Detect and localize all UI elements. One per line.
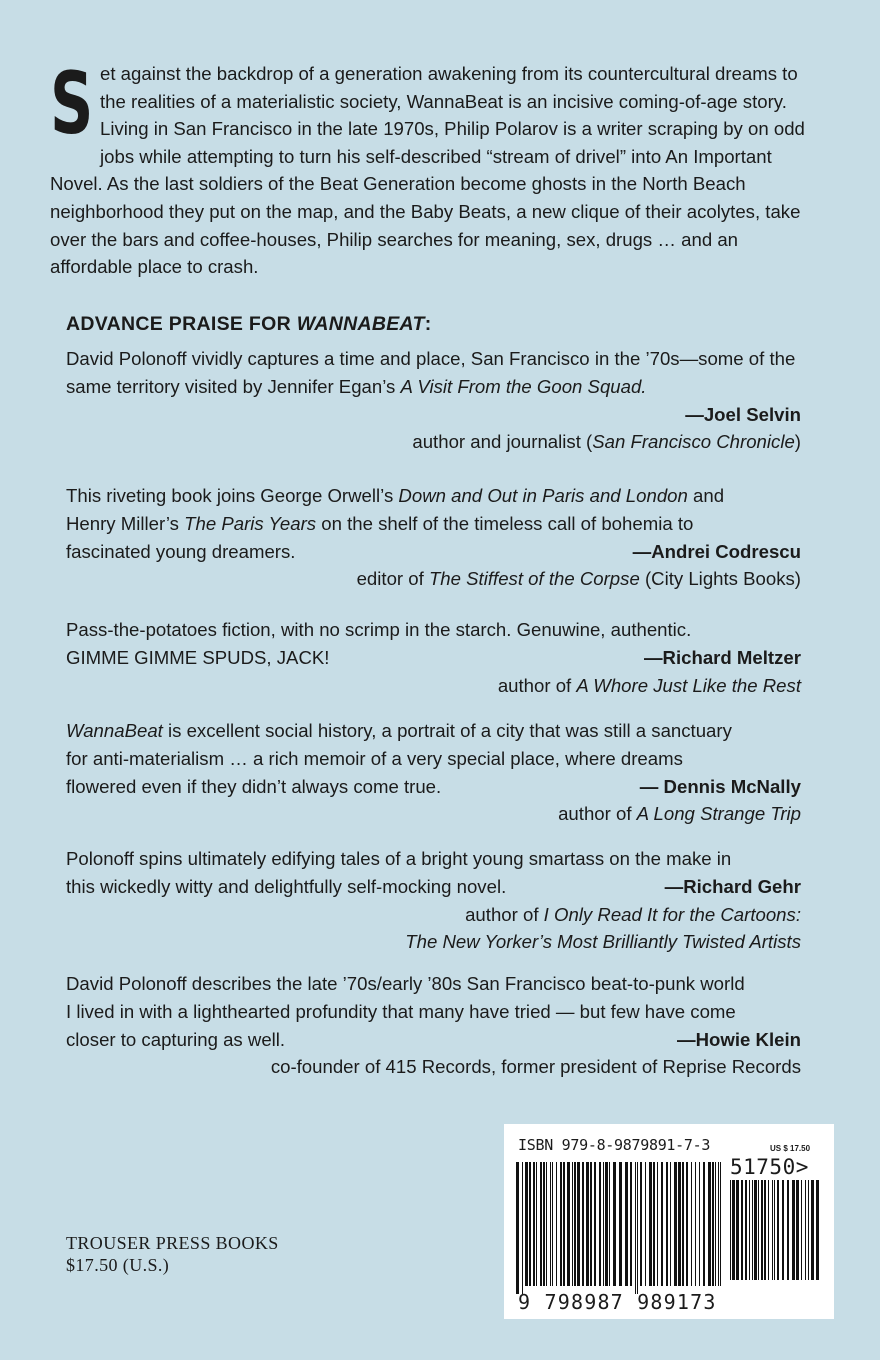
- barcode-bar: [567, 1162, 570, 1286]
- barcode-bar: [625, 1162, 628, 1286]
- barcode-bar: [736, 1180, 739, 1280]
- barcode-bar: [540, 1162, 542, 1286]
- barcode-bar: [550, 1162, 551, 1286]
- quote-line: [66, 482, 801, 510]
- barcode-bar: [808, 1180, 809, 1280]
- credit-title: The New Yorker’s Most Brilliantly Twisted Artists: [405, 931, 801, 953]
- barcode-bar: [661, 1162, 663, 1286]
- praise-quote-klein: [66, 970, 801, 1081]
- barcode-bar: [635, 1162, 636, 1294]
- quote-author: —Joel Selvin: [685, 403, 801, 425]
- barcode-bar: [516, 1162, 519, 1294]
- barcode-bar: [572, 1162, 573, 1286]
- barcode-bar: [720, 1162, 721, 1286]
- barcode-bar: [574, 1162, 576, 1286]
- quote-text: [66, 345, 801, 401]
- praise-heading: [66, 313, 432, 336]
- barcode-bar: [758, 1180, 759, 1280]
- quote-book-title: The Paris Years: [184, 512, 317, 534]
- barcode-bar: [582, 1162, 584, 1286]
- quote-line: David Polonoff describes the late ’70s/early ’80s San Francisco beat-to-punk world: [66, 973, 745, 994]
- praise-quote-mcnally: [66, 717, 801, 828]
- barcode-bar: [533, 1162, 535, 1286]
- barcode-bar: [745, 1180, 747, 1280]
- barcode-bar: [682, 1162, 684, 1286]
- praise-quote-meltzer: [66, 616, 801, 699]
- addon-barcode-bars: [730, 1180, 820, 1288]
- book-description: [50, 54, 805, 281]
- quote-book-title: A Visit From the Goon Squad.: [400, 375, 647, 397]
- barcode-bar: [691, 1162, 692, 1286]
- quote-line: [66, 510, 801, 538]
- barcode-bar: [536, 1162, 537, 1286]
- isbn-number: ISBN 979-8-9879891-7-3: [518, 1136, 711, 1154]
- barcode-bar: [556, 1162, 557, 1286]
- barcode-bar: [657, 1162, 658, 1286]
- publisher-price: $17.50 (U.S.): [66, 1255, 170, 1275]
- barcode-bar: [525, 1162, 528, 1286]
- credit-title: San Francisco Chronicle: [592, 431, 795, 453]
- quote-line: [66, 717, 801, 745]
- barcode-bar: [811, 1180, 814, 1280]
- barcode-bar: [718, 1162, 719, 1286]
- publisher-name: TROUSER PRESS BOOKS: [66, 1233, 279, 1253]
- quote-text-part: GIMME GIMME SPUDS, JACK!: [66, 646, 330, 668]
- barcode-bar: [522, 1162, 523, 1294]
- barcode-bar: [774, 1180, 775, 1280]
- barcode-bar: [599, 1162, 601, 1286]
- barcode-bar: [772, 1180, 773, 1280]
- barcode-bar: [708, 1162, 711, 1286]
- barcode-bar: [749, 1180, 750, 1280]
- barcode-bar: [715, 1162, 716, 1286]
- barcode-bar: [754, 1180, 757, 1280]
- quote-text-part: fascinated young dreamers.: [66, 540, 296, 562]
- isbn-barcode: [504, 1124, 834, 1319]
- ean-barcode-bars: [516, 1162, 724, 1294]
- description-text: et against the backdrop of a generation awakening from its countercultural dreams to the realities of a materialistic society, WannaBeat is an incisive coming-of-age story. Living in San Francisco in the late 1970s, Philip Polarov is a writer scraping by on odd jobs while attempting to turn his self-described “stream of drivel” into An Important Novel. As the last soldiers of the Beat Generation become ghosts in the North Beach neighborhood they put on the map, and the Baby Beats, a new clique of their acolytes, take over the bars and coffee-houses, Philip searches for meaning, sex, drugs … and an affordable place to crash.: [50, 63, 805, 278]
- quote-book-title: Down and Out in Paris and London: [398, 485, 688, 506]
- barcode-bar: [805, 1180, 806, 1280]
- barcode-bar: [816, 1180, 819, 1280]
- quote-author: — Dennis McNally: [639, 775, 801, 797]
- barcode-bar: [630, 1162, 632, 1286]
- quote-line: Pass-the-potatoes fiction, with no scrimp in the starch. Genuwine, authentic.: [66, 619, 692, 640]
- barcode-bar: [640, 1162, 642, 1286]
- barcode-bar: [782, 1180, 784, 1280]
- quote-text-part: David Polonoff vividly captures a time and place, San Francisco in the ’70s—some of the same territory visited by Jennifer Egan’s: [66, 348, 796, 397]
- quote-author: —Richard Meltzer: [643, 646, 801, 668]
- quote-credit: [66, 672, 801, 700]
- credit-title: The Stiffest of the Corpse: [428, 568, 640, 590]
- barcode-bar: [801, 1180, 802, 1280]
- quote-book-title: WannaBeat: [66, 720, 163, 741]
- barcode-bar: [732, 1180, 735, 1280]
- barcode-bar: [777, 1180, 779, 1280]
- barcode-bar: [529, 1162, 531, 1286]
- barcode-bar: [590, 1162, 592, 1286]
- barcode-bar: [741, 1180, 743, 1280]
- barcode-bar: [637, 1162, 638, 1294]
- quote-author: —Richard Gehr: [664, 875, 801, 897]
- barcode-bar: [609, 1162, 610, 1286]
- barcode-bar: [670, 1162, 671, 1286]
- credit-part: author and journalist (: [412, 431, 593, 453]
- quote-credit: [66, 901, 801, 929]
- praise-quote-codrescu: [66, 482, 801, 593]
- barcode-bar: [768, 1180, 769, 1280]
- quote-author: —Andrei Codrescu: [632, 540, 801, 562]
- credit-part: author of: [465, 903, 544, 925]
- barcode-bar: [613, 1162, 616, 1286]
- barcode-bar: [761, 1180, 763, 1280]
- credit-part: ): [794, 431, 801, 453]
- barcode-bar: [645, 1162, 646, 1286]
- barcode-bar: [792, 1180, 795, 1280]
- quote-text-part: closer to capturing as well.: [66, 1028, 286, 1050]
- credit-title: I Only Read It for the Cartoons:: [543, 903, 801, 925]
- barcode-bar: [594, 1162, 596, 1286]
- barcode-bar: [787, 1180, 789, 1280]
- quote-text-part: on the shelf of the timeless call of bohemia to: [316, 512, 694, 534]
- quote-last-line: [66, 773, 801, 801]
- quote-last-line: [66, 538, 801, 566]
- quote-line: Polonoff spins ultimately edifying tales of a bright young smartass on the make in: [66, 848, 732, 869]
- praise-quote-gehr: [66, 845, 801, 956]
- barcode-bar: [577, 1162, 580, 1286]
- barcode-bar: [563, 1162, 565, 1286]
- credit-title: A Whore Just Like the Rest: [576, 674, 801, 696]
- credit-part: (City Lights Books): [639, 568, 801, 590]
- barcode-bar: [666, 1162, 668, 1286]
- barcode-bar: [653, 1162, 655, 1286]
- barcode-bar: [619, 1162, 622, 1286]
- quote-text-part: This riveting book joins George Orwell’s: [66, 485, 399, 506]
- barcode-bar: [560, 1162, 562, 1286]
- praise-quote-selvin: [66, 345, 801, 456]
- quote-author: —Howie Klein: [677, 1028, 801, 1050]
- barcode-bar: [686, 1162, 688, 1286]
- barcode-bar: [649, 1162, 652, 1286]
- quote-last-line: [66, 873, 801, 901]
- barcode-bar: [764, 1180, 766, 1280]
- quote-text-part: this wickedly witty and delightfully self-mocking novel.: [66, 875, 507, 897]
- praise-heading-prefix: ADVANCE PRAISE FOR: [66, 313, 297, 335]
- quote-text-part: is excellent social history, a portrait of a city that was still a sanctuary: [162, 720, 732, 741]
- barcode-bar: [603, 1162, 604, 1286]
- barcode-bar: [546, 1162, 547, 1286]
- barcode-bar: [586, 1162, 589, 1286]
- barcode-bar: [730, 1180, 731, 1280]
- price-addon-code: 51750>: [730, 1155, 809, 1179]
- quote-last-line: [66, 644, 801, 672]
- ean-digits: 9 798987 989173: [518, 1290, 717, 1314]
- quote-credit: [66, 800, 801, 828]
- barcode-bar: [678, 1162, 681, 1286]
- quote-text-part: and: [687, 485, 725, 506]
- praise-heading-title: WANNABEAT: [296, 313, 425, 335]
- credit-title: A Long Strange Trip: [636, 803, 801, 825]
- barcode-bar: [703, 1162, 705, 1286]
- credit-part: author of: [558, 803, 637, 825]
- drop-cap: S: [50, 54, 94, 154]
- quote-credit: co-founder of 415 Records, former president of Reprise Records: [270, 1056, 801, 1078]
- barcode-bar: [552, 1162, 553, 1286]
- barcode-price-label: US $ 17.50: [770, 1144, 811, 1153]
- credit-part: author of: [497, 674, 577, 696]
- barcode-bar: [605, 1162, 608, 1286]
- quote-text-part: Henry Miller’s: [66, 512, 185, 534]
- barcode-bar: [796, 1180, 799, 1280]
- credit-part: editor of: [356, 568, 429, 590]
- quote-line: for anti-materialism … a rich memoir of a very special place, where dreams: [66, 747, 683, 769]
- publisher-block: [66, 1232, 279, 1276]
- barcode-bar: [543, 1162, 545, 1286]
- barcode-bar: [699, 1162, 700, 1286]
- quote-line: I lived in with a lighthearted profundity that many have tried — but few have come: [66, 1000, 736, 1022]
- barcode-bar: [712, 1162, 714, 1286]
- quote-credit: [66, 565, 801, 593]
- barcode-bar: [752, 1180, 753, 1280]
- praise-heading-colon: :: [424, 313, 432, 335]
- barcode-bar: [695, 1162, 696, 1286]
- barcode-bar: [674, 1162, 677, 1286]
- quote-text-part: flowered even if they didn’t always come true.: [66, 775, 442, 797]
- quote-last-line: [66, 1026, 801, 1054]
- quote-credit: [66, 428, 801, 456]
